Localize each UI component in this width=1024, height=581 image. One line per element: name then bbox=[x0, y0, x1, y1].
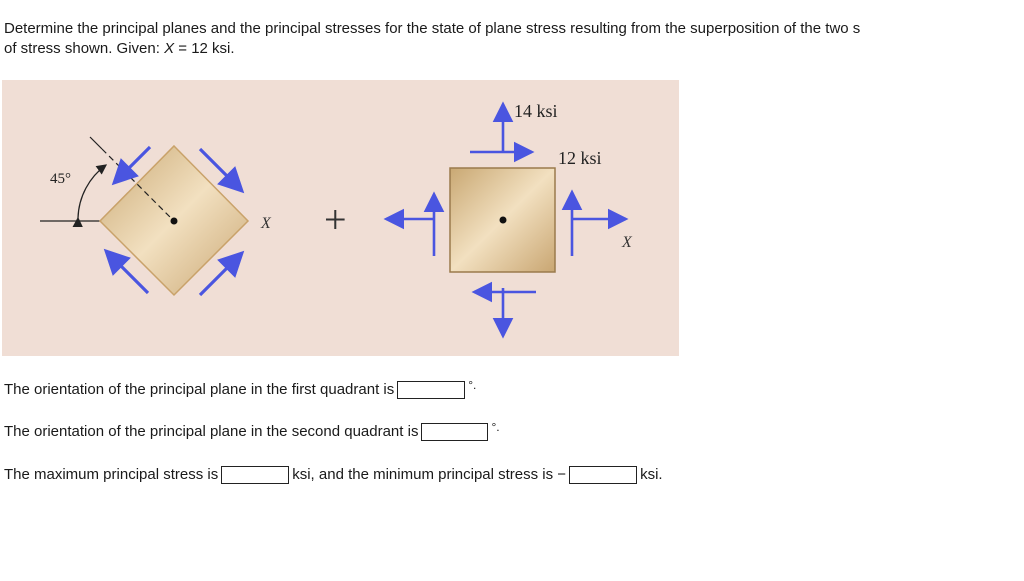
q3-text-max: The maximum principal stress is bbox=[4, 466, 219, 483]
center-dot-left bbox=[171, 218, 178, 225]
plus-sign: + bbox=[324, 197, 347, 242]
given-variable: X bbox=[164, 40, 175, 57]
q1-text: The orientation of the principal plane in the first quadrant is bbox=[4, 381, 395, 398]
question-line-2 bbox=[4, 39, 1024, 59]
stress-figure-panel bbox=[2, 80, 679, 356]
question-line-1: Determine the principal planes and the principal stresses for the state of plane stress resulting from the superposition of the two s bbox=[4, 20, 861, 37]
question-line-2-prefix: of stress shown. Given: bbox=[4, 40, 165, 57]
answer-line-1 bbox=[4, 380, 476, 400]
given-value: = 12 ksi. bbox=[174, 40, 235, 57]
angle-arc bbox=[78, 165, 106, 218]
q2-unit: °. bbox=[491, 420, 500, 434]
axis-aligned-element bbox=[386, 104, 626, 336]
q2-text: The orientation of the principal plane in the second quadrant is bbox=[4, 423, 419, 440]
q3-text-min: ksi, and the minimum principal stress is − bbox=[292, 466, 567, 483]
left-stress-label: X bbox=[261, 215, 271, 232]
q1-answer-box[interactable] bbox=[397, 381, 465, 399]
axis-line bbox=[90, 137, 102, 149]
question-text bbox=[4, 19, 1024, 59]
q2-answer-box[interactable] bbox=[421, 423, 488, 441]
right-stress-label: X bbox=[622, 234, 632, 251]
answer-line-3 bbox=[4, 465, 663, 485]
answer-line-2 bbox=[4, 422, 500, 442]
shear-stress-label: 12 ksi bbox=[558, 148, 602, 168]
max-stress-answer-box[interactable] bbox=[221, 466, 289, 484]
angle-label: 45° bbox=[50, 171, 71, 187]
q1-unit: °. bbox=[468, 378, 477, 392]
q3-unit: ksi. bbox=[640, 466, 663, 483]
stress-figure bbox=[2, 80, 679, 356]
center-dot-right bbox=[500, 217, 507, 224]
rotated-element bbox=[40, 137, 248, 295]
vertical-stress-label: 14 ksi bbox=[514, 101, 558, 121]
min-stress-answer-box[interactable] bbox=[569, 466, 637, 484]
